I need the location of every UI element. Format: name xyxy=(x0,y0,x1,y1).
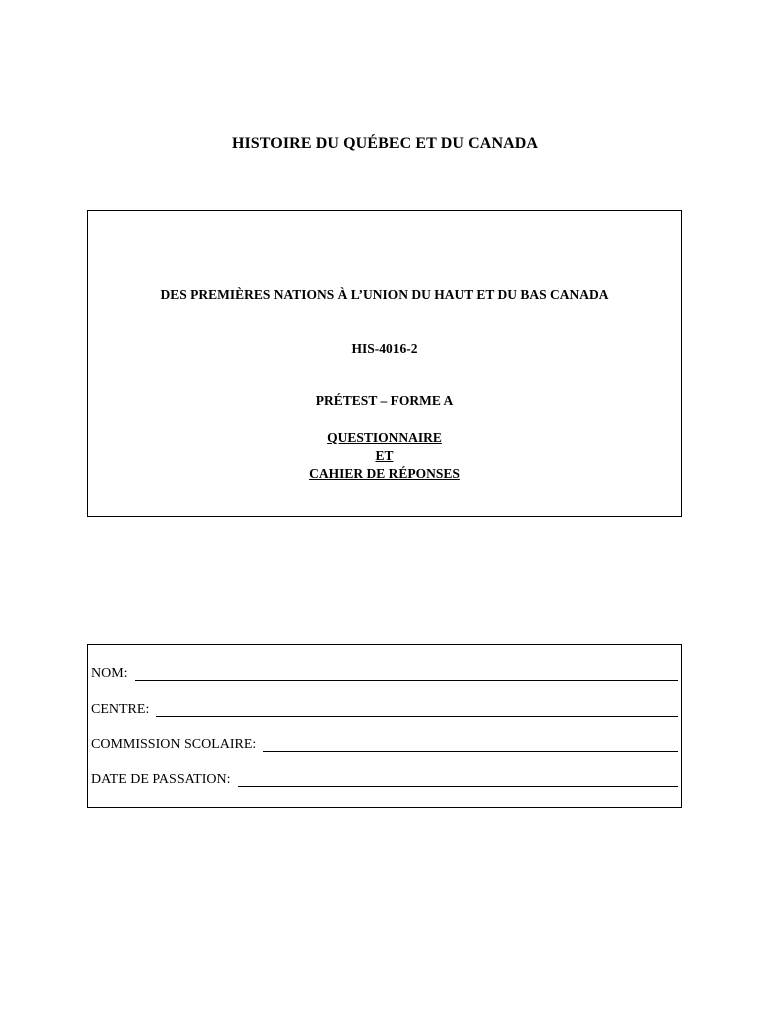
field-input-commission-scolaire[interactable] xyxy=(263,751,678,752)
field-row-nom xyxy=(91,664,678,682)
field-label-commission-scolaire: COMMISSION SCOLAIRE: xyxy=(91,737,257,752)
test-form-label: PRÉTEST – FORME A xyxy=(315,393,454,408)
document-type-line-3 xyxy=(88,465,681,482)
document-type-text-3: CAHIER DE RÉPONSES xyxy=(309,466,460,481)
document-subtitle: DES PREMIÈRES NATIONS À L’UNION DU HAUT ET DU BAS CANADA xyxy=(160,287,609,302)
document-type-text-1: QUESTIONNAIRE xyxy=(327,430,442,445)
document-type-text-2: ET xyxy=(375,448,394,463)
field-input-date-de-passation[interactable] xyxy=(238,786,678,787)
page-title: HISTOIRE DU QUÉBEC ET DU CANADA xyxy=(231,135,539,152)
field-row-commission-scolaire xyxy=(91,735,678,753)
field-label-centre: CENTRE: xyxy=(91,702,150,717)
field-input-nom[interactable] xyxy=(135,680,678,681)
document-type-line-1 xyxy=(88,429,681,446)
field-label-date-de-passation: DATE DE PASSATION: xyxy=(91,772,231,787)
identification-form xyxy=(87,644,682,808)
field-row-centre xyxy=(91,700,678,718)
document-type-line-2 xyxy=(88,447,681,464)
cover-title-box xyxy=(87,210,682,517)
field-row-date-de-passation xyxy=(91,770,678,788)
field-input-centre[interactable] xyxy=(156,716,678,717)
field-label-nom: NOM: xyxy=(91,666,128,681)
course-code: HIS-4016-2 xyxy=(351,341,418,356)
